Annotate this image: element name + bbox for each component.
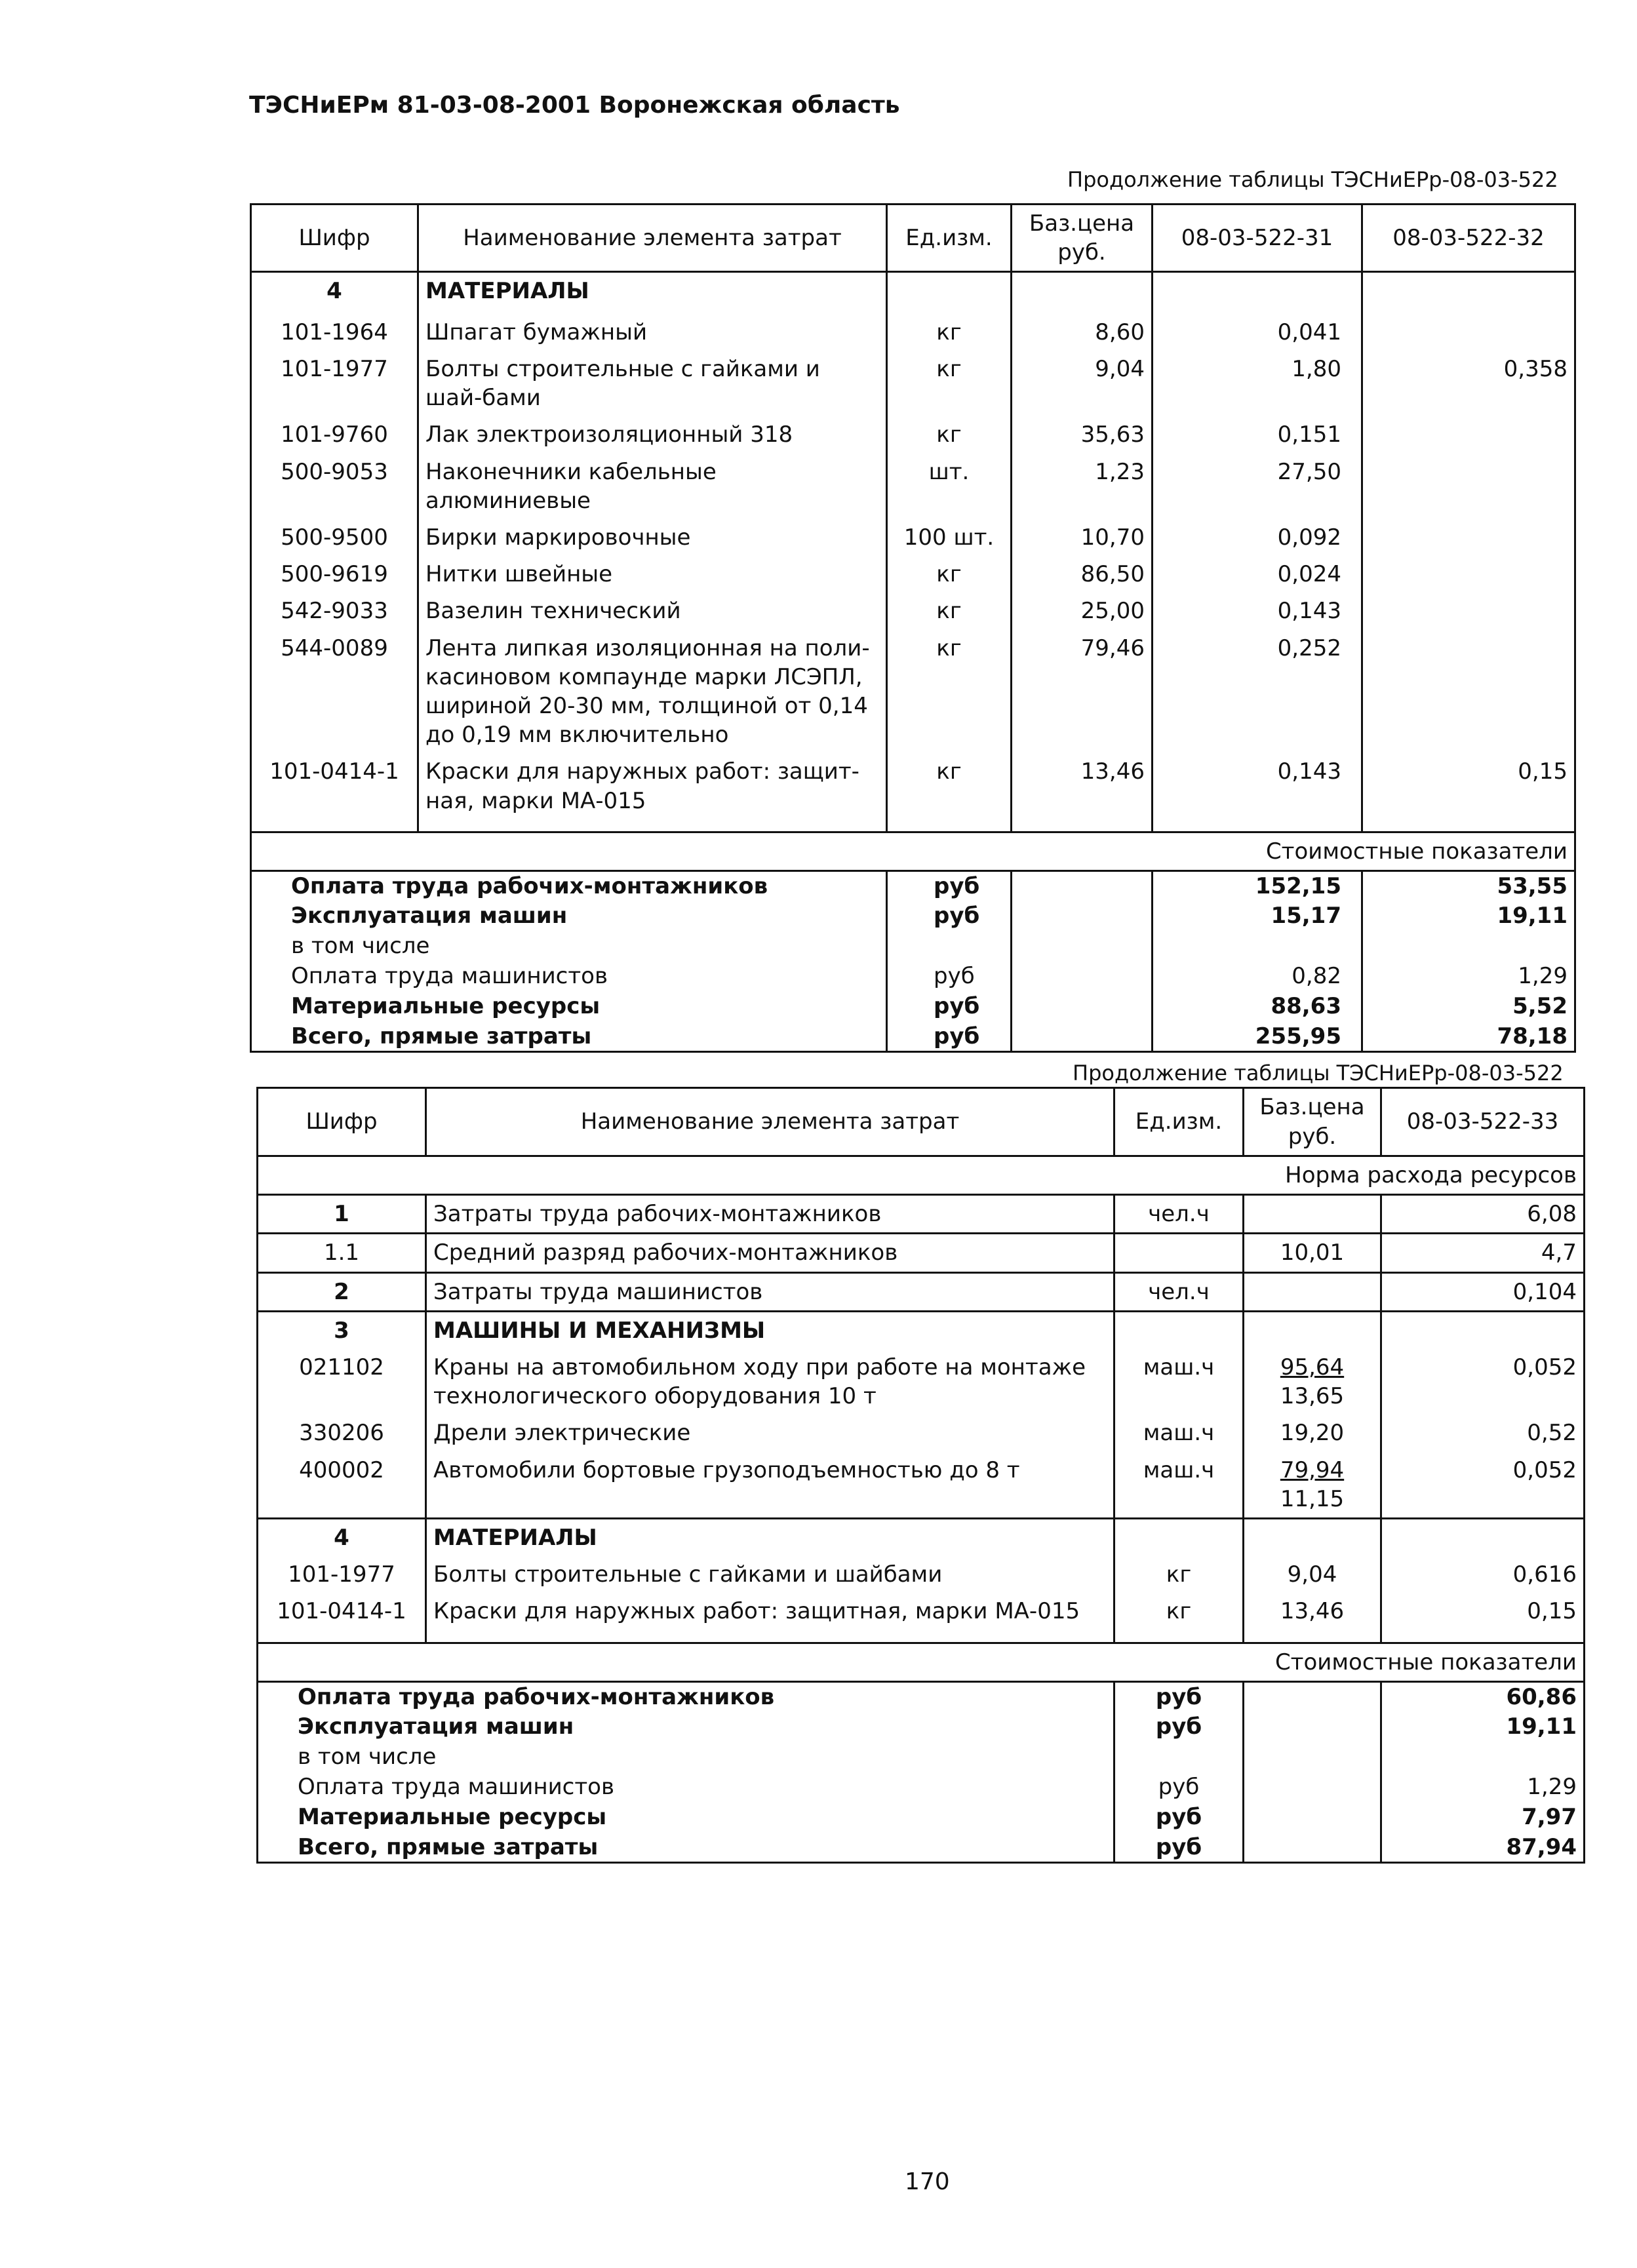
empty-cell [1244,1833,1381,1863]
base-price [1244,1349,1381,1415]
base-price: 35,63 [1012,416,1153,453]
empty-cell [258,1630,426,1643]
resource-code: 101-1964 [251,314,418,351]
table-row [251,753,1575,819]
cost-label: Оплата труда рабочих-монтажников [298,1684,775,1711]
base-price-wage-value: 11,15 [1280,1485,1345,1512]
resource-unit: кг [1114,1556,1244,1593]
empty-cell [1362,272,1575,314]
value-col-33: 4,7 [1381,1234,1585,1272]
resource-name: Вазелин технический [418,593,887,629]
resource-name: Лента липкая изоляционная на поли-касиновом компаунде марки ЛСЭПЛ, шириной 20-30 мм, толщиной от 0,14 до 0,19 мм включительно [418,630,887,754]
base-price: 13,46 [1012,753,1153,819]
base-price: 9,04 [1012,351,1153,416]
cost-heading: Стоимостные показатели [251,832,1575,871]
value-col-31: 0,041 [1153,314,1362,351]
base-price: 79,46 [1012,630,1153,754]
cost-row [251,931,1575,962]
empty-cell [1012,992,1153,1022]
resource-unit [1114,1518,1244,1556]
resource-name: Средний разряд рабочих-монтажников [426,1234,1114,1272]
base-price-value: 79,94 [1280,1457,1345,1483]
resource-name: Нитки швейные [418,556,887,593]
cost-value-32: 5,52 [1362,992,1575,1022]
spacer-row [258,1630,1585,1643]
cost-value-32: 19,11 [1362,901,1575,931]
cost-unit: руб [1114,1803,1244,1833]
cost-unit: руб [887,871,1012,901]
resource-unit: кг [887,753,1012,819]
resource-code: 500-9053 [251,454,418,519]
value-col-31: 0,024 [1153,556,1362,593]
table-row [258,1415,1585,1451]
table-row [251,454,1575,519]
base-price [1244,1272,1381,1311]
table-row [258,1452,1585,1519]
cost-row [251,962,1575,992]
empty-cell [887,272,1012,314]
empty-cell [1012,1022,1153,1052]
value-col-32 [1362,556,1575,593]
cost-row [258,1742,1585,1772]
resource-unit: маш.ч [1114,1415,1244,1451]
empty-cell [1012,819,1153,832]
cost-row [258,1803,1585,1833]
cost-value-33: 7,97 [1522,1803,1577,1830]
base-price [1244,1452,1381,1519]
base-price: 86,50 [1012,556,1153,593]
table-row [251,519,1575,556]
resource-unit: кг [887,593,1012,629]
value-col-31: 27,50 [1153,454,1362,519]
cost-unit: руб [1114,1833,1244,1863]
resource-code: 2 [258,1272,426,1311]
header-unit: Ед.изм. [887,205,1012,272]
base-price: 10,70 [1012,519,1153,556]
cost-label: Всего, прямые затраты [251,1022,887,1052]
cost-label: Эксплуатация машин [298,1713,574,1740]
value-col-33: 0,104 [1381,1272,1585,1311]
norm-heading: Норма расхода ресурсов [258,1156,1585,1195]
base-price [1244,1415,1381,1451]
value-col-32: 0,15 [1362,753,1575,819]
table-row [258,1195,1585,1234]
header-col-32: 08-03-522-32 [1362,205,1575,272]
cost-row [251,901,1575,931]
resource-unit: 100 шт. [887,519,1012,556]
cost-unit: руб [1114,1712,1244,1742]
base-price-value: 10,01 [1280,1240,1345,1266]
resource-code: 3 [258,1311,426,1349]
table-row [258,1311,1585,1349]
resource-unit: маш.ч [1114,1452,1244,1519]
value-col-33: 0,052 [1381,1452,1585,1519]
resource-name: Краны на автомобильном ходу при работе на монтаже технологического оборудования 10 т [426,1349,1114,1415]
base-price: 1,23 [1012,454,1153,519]
section-name: МАТЕРИАЛЫ [418,272,887,314]
base-price-value: 13,46 [1280,1598,1345,1625]
cost-unit: руб [887,992,1012,1022]
base-price-value: 19,20 [1280,1420,1345,1447]
resource-name: Шпагат бумажный [418,314,887,351]
resource-code: 101-9760 [251,416,418,453]
cost-unit: руб [887,901,1012,931]
cost-unit: руб [887,1022,1012,1052]
resource-code: 1.1 [258,1234,426,1272]
table-continuation-label: Продолжение таблицы ТЭСНиЕРр-08-03-522 [1067,167,1558,192]
empty-cell [251,819,418,832]
empty-cell [418,819,887,832]
cost-unit [887,931,1012,962]
value-col-32: 0,358 [1362,351,1575,416]
base-price [1244,1518,1381,1556]
cost-value-31: 255,95 [1153,1022,1362,1052]
empty-cell [1153,819,1362,832]
cost-value-32 [1362,931,1575,962]
resource-unit: кг [887,351,1012,416]
resource-code: 542-9033 [251,593,418,629]
resource-code: 101-1977 [258,1556,426,1593]
empty-cell [1244,1630,1381,1643]
resource-code: 400002 [258,1452,426,1519]
cost-value-33: 60,86 [1506,1684,1577,1711]
value-col-32 [1362,314,1575,351]
cost-value-33 [1381,1742,1585,1772]
base-price [1244,1311,1381,1349]
spacer-row [251,819,1575,832]
empty-cell [426,1630,1114,1643]
cost-unit [1114,1742,1244,1772]
resource-name: Наконечники кабельные алюминиевые [418,454,887,519]
empty-cell [1244,1803,1381,1833]
resource-name: Автомобили бортовые грузоподъемностью до 8 т [426,1452,1114,1519]
resource-name: Дрели электрические [426,1415,1114,1451]
value-col-31: 0,151 [1153,416,1362,453]
empty-cell [1114,1630,1244,1643]
base-price-value: 9,04 [1287,1561,1337,1588]
cost-unit: руб [1114,1772,1244,1803]
empty-cell [1244,1772,1381,1803]
resource-table-1 [250,203,1576,1053]
resource-code: 544-0089 [251,630,418,754]
resource-unit [1114,1234,1244,1272]
resource-unit: чел.ч [1114,1195,1244,1234]
value-col-33: 0,15 [1381,1593,1585,1630]
value-col-32 [1362,416,1575,453]
resource-name: Краски для наружных работ: защит-ная, марки МА-015 [418,753,887,819]
header-unit: Ед.изм. [1114,1088,1244,1156]
resource-table-2 [256,1087,1585,1864]
empty-cell [1012,871,1153,901]
value-col-33: 0,616 [1381,1556,1585,1593]
resource-unit: кг [887,556,1012,593]
value-col-31: 0,092 [1153,519,1362,556]
empty-cell [1362,819,1575,832]
resource-code: 1 [258,1195,426,1234]
section-code: 4 [251,272,418,314]
table-row [251,351,1575,416]
empty-cell [1153,272,1362,314]
page-number: 170 [905,2168,950,2195]
value-col-33: 0,52 [1381,1415,1585,1451]
cost-value-33: 19,11 [1506,1713,1577,1740]
value-col-32 [1362,454,1575,519]
cost-row [258,1682,1585,1712]
cost-label: в том числе [251,931,887,962]
value-col-32 [1362,630,1575,754]
cost-value-31: 152,15 [1153,871,1362,901]
empty-cell [1012,962,1153,992]
cost-label: Материальные ресурсы [298,1803,607,1830]
value-col-31: 0,252 [1153,630,1362,754]
table-continuation-label: Продолжение таблицы ТЭСНиЕРр-08-03-522 [1073,1061,1564,1085]
table-row [251,416,1575,453]
resource-name: Бирки маркировочные [418,519,887,556]
base-price-wage-value: 13,65 [1280,1383,1345,1410]
cost-value-32: 53,55 [1362,871,1575,901]
cost-label: Материальные ресурсы [251,992,887,1022]
empty-cell [1244,1682,1381,1712]
base-price [1244,1556,1381,1593]
table-row [258,1349,1585,1415]
resource-name: МАТЕРИАЛЫ [426,1518,1114,1556]
cost-value-32: 78,18 [1362,1022,1575,1052]
section-row [251,272,1575,314]
page-title: ТЭСНиЕРм 81-03-08-2001 Воронежская область [249,92,900,119]
cost-heading-row [251,832,1575,871]
cost-label: Оплата труда рабочих-монтажников [251,871,887,901]
value-col-33: 6,08 [1381,1195,1585,1234]
cost-row [258,1712,1585,1742]
cost-row [251,871,1575,901]
table-row [251,314,1575,351]
cost-unit: руб [1114,1682,1244,1712]
resource-code: 101-0414-1 [251,753,418,819]
table-row [258,1593,1585,1630]
value-col-31: 1,80 [1153,351,1362,416]
resource-code: 500-9500 [251,519,418,556]
cost-value-31: 15,17 [1153,901,1362,931]
cost-value-33: 87,94 [1506,1833,1577,1860]
cost-label: Всего, прямые затраты [298,1833,599,1860]
table-row [258,1272,1585,1311]
resource-code: 101-1977 [251,351,418,416]
base-price [1244,1593,1381,1630]
value-col-32 [1362,519,1575,556]
base-price-value: 95,64 [1280,1354,1345,1380]
resource-name: Лак электроизоляционный 318 [418,416,887,453]
empty-cell [1244,1742,1381,1772]
header-price: Баз.цена руб. [1244,1088,1381,1156]
resource-code: 500-9619 [251,556,418,593]
resource-name: МАШИНЫ И МЕХАНИЗМЫ [426,1311,1114,1349]
header-name: Наименование элемента затрат [426,1088,1114,1156]
cost-value-31: 88,63 [1153,992,1362,1022]
cost-label: Оплата труда машинистов [251,962,887,992]
cost-label: Оплата труда машинистов [298,1773,615,1800]
cost-label: в том числе [298,1743,437,1770]
empty-cell [1012,901,1153,931]
resource-unit: кг [887,314,1012,351]
cost-row [251,1022,1575,1052]
table-row [251,593,1575,629]
resource-unit [1114,1311,1244,1349]
header-name: Наименование элемента затрат [418,205,887,272]
cost-row [251,992,1575,1022]
value-col-31: 0,143 [1153,593,1362,629]
header-code: Шифр [251,205,418,272]
empty-cell [1381,1630,1585,1643]
cost-value-33: 1,29 [1527,1773,1577,1800]
resource-name: Затраты труда рабочих-монтажников [426,1195,1114,1234]
cost-heading-row [258,1643,1585,1681]
value-col-33: 0,052 [1381,1349,1585,1415]
value-col-31: 0,143 [1153,753,1362,819]
resource-unit: шт. [887,454,1012,519]
value-col-33 [1381,1518,1585,1556]
cost-value-32: 1,29 [1362,962,1575,992]
empty-cell [1012,931,1153,962]
cost-label: Эксплуатация машин [251,901,887,931]
cost-value-31 [1153,931,1362,962]
table-row [251,630,1575,754]
base-price: 8,60 [1012,314,1153,351]
base-price [1244,1195,1381,1234]
header-col-31: 08-03-522-31 [1153,205,1362,272]
cost-heading: Стоимостные показатели [258,1643,1585,1681]
table-row [258,1234,1585,1272]
resource-name: Болты строительные с гайками и шай-бами [418,351,887,416]
table-row [251,556,1575,593]
empty-cell [1244,1712,1381,1742]
header-col-33: 08-03-522-33 [1381,1088,1585,1156]
table-row [258,1518,1585,1556]
header-price: Баз.цена руб. [1012,205,1153,272]
cost-unit: руб [887,962,1012,992]
resource-name: Болты строительные с гайками и шайбами [426,1556,1114,1593]
resource-code: 021102 [258,1349,426,1415]
cost-row [258,1833,1585,1863]
empty-cell [887,819,1012,832]
cost-row [258,1772,1585,1803]
resource-unit: чел.ч [1114,1272,1244,1311]
resource-unit: кг [1114,1593,1244,1630]
norm-heading-row [258,1156,1585,1195]
value-col-33 [1381,1311,1585,1349]
resource-code: 330206 [258,1415,426,1451]
resource-unit: кг [887,416,1012,453]
resource-code: 4 [258,1518,426,1556]
value-col-32 [1362,593,1575,629]
resource-unit: кг [887,630,1012,754]
resource-name: Краски для наружных работ: защитная, марки МА-015 [426,1593,1114,1630]
header-code: Шифр [258,1088,426,1156]
resource-name: Затраты труда машинистов [426,1272,1114,1311]
cost-value-31: 0,82 [1153,962,1362,992]
resource-code: 101-0414-1 [258,1593,426,1630]
base-price: 25,00 [1012,593,1153,629]
empty-cell [1012,272,1153,314]
table-row [258,1556,1585,1593]
resource-unit: маш.ч [1114,1349,1244,1415]
base-price [1244,1234,1381,1272]
